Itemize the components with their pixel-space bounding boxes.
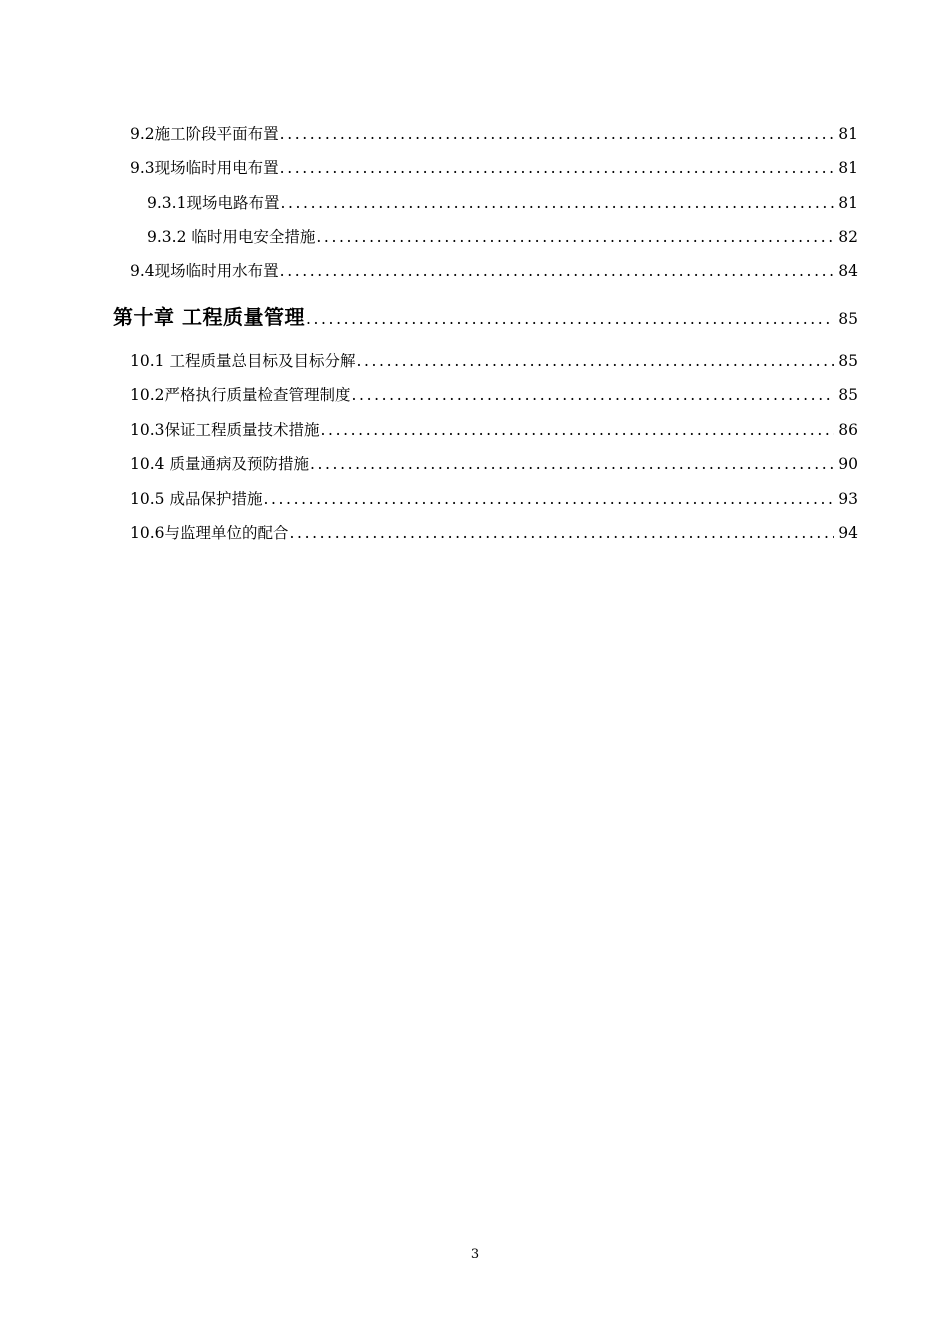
toc-entry-page: 81 <box>838 159 858 177</box>
toc-entry-page: 86 <box>838 421 858 439</box>
dot-leader <box>320 420 835 440</box>
dot-leader <box>289 523 835 543</box>
dot-leader <box>309 454 834 474</box>
toc-entry-page: 93 <box>838 490 858 508</box>
toc-entry-page: 85 <box>838 310 858 328</box>
toc-entry-number: 10.4 <box>130 455 170 473</box>
toc-entry-title: 现场电路布置 <box>186 194 280 212</box>
dot-leader <box>279 261 835 281</box>
toc-entry-title: 施工阶段平面布置 <box>154 125 279 143</box>
dot-leader <box>279 193 834 213</box>
dot-leader <box>262 489 834 509</box>
toc-entry-title: 保证工程质量技术措施 <box>164 421 320 439</box>
page-number: 3 <box>470 1247 480 1262</box>
toc-entry-page: 90 <box>838 455 858 473</box>
toc-entry-9-3-2[interactable] <box>147 227 858 247</box>
toc-entry-number: 10.6 <box>130 524 165 542</box>
toc-entry-number: 9.4 <box>130 262 155 280</box>
dot-leader <box>351 385 835 405</box>
toc-entry-number: 9.3 <box>130 159 155 177</box>
toc-entry-title: 临时用电安全措施 <box>191 228 316 246</box>
toc-entry-page: 85 <box>838 352 858 370</box>
toc-entry-number: 10.5 <box>130 490 170 508</box>
toc-entry-number: 9.2 <box>130 125 155 143</box>
toc-entry-title: 严格执行质量检查管理制度 <box>164 386 351 404</box>
toc-entry-9-3-1[interactable] <box>147 193 858 213</box>
toc-entry-10-2[interactable] <box>130 385 858 405</box>
toc-entry-10-6[interactable] <box>130 523 858 543</box>
toc-entry-number: 10.3 <box>130 421 165 439</box>
toc-entry-number: 10.1 <box>130 352 170 370</box>
dot-leader <box>279 124 835 144</box>
toc-entry-10-4[interactable] <box>130 454 858 474</box>
toc-entry-10-3[interactable] <box>130 420 858 440</box>
toc-entry-page: 81 <box>838 125 858 143</box>
dot-leader <box>355 351 834 371</box>
toc-entry-page: 84 <box>838 262 858 280</box>
toc-entry-title: 与监理单位的配合 <box>164 524 289 542</box>
toc-entry-page: 82 <box>838 228 858 246</box>
toc-entry-page: 85 <box>838 386 858 404</box>
toc-entry-9-3[interactable] <box>130 158 858 178</box>
toc-entry-number: 9.3.2 <box>147 228 192 246</box>
toc-entry-number: 9.3.1 <box>147 194 187 212</box>
toc-entry-9-2[interactable] <box>130 124 858 144</box>
dot-leader <box>279 158 835 178</box>
toc-entry-9-4[interactable] <box>130 261 858 281</box>
toc-chapter-title: 第十章 工程质量管理 <box>113 305 305 329</box>
toc-entry-10-5[interactable] <box>130 489 858 509</box>
toc-entry-10-1[interactable] <box>130 351 858 371</box>
toc-entry-title: 成品保护措施 <box>169 490 263 508</box>
toc-entry-title: 工程质量总目标及目标分解 <box>169 352 356 370</box>
toc-chapter-10[interactable] <box>113 304 858 332</box>
toc-entry-page: 94 <box>838 524 858 542</box>
dot-leader <box>315 227 834 247</box>
toc-entry-title: 现场临时用水布置 <box>154 262 279 280</box>
toc-entry-page: 81 <box>838 194 858 212</box>
toc-entry-number: 10.2 <box>130 386 165 404</box>
toc-entry-title: 质量通病及预防措施 <box>169 455 309 473</box>
dot-leader <box>305 306 834 332</box>
toc-entry-title: 现场临时用电布置 <box>154 159 279 177</box>
